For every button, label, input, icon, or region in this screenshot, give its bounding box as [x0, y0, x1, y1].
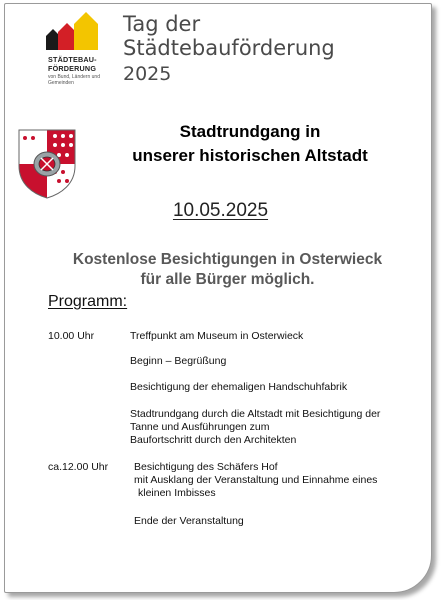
brand-line1: Tag der — [123, 12, 201, 36]
logo-caption-line2: FÖRDERUNG — [48, 63, 97, 73]
program-text: Stadtrundgang durch die Altstadt mit Besichtigung der — [130, 408, 381, 420]
program-time: ca.12.00 Uhr — [48, 461, 109, 473]
event-intro — [30, 250, 425, 290]
brand-year: 2025 — [123, 63, 172, 85]
program-text: Besichtigung des Schäfers Hof — [134, 461, 278, 473]
intro-line2: für alle Bürger möglich. — [140, 271, 315, 288]
program-text: Treffpunkt am Museum in Osterwieck — [130, 330, 304, 342]
program-text: Ende der Veranstaltung — [134, 515, 244, 527]
event-brand — [123, 12, 335, 86]
logo-house-red — [58, 23, 76, 50]
program-text: Tanne und Ausführungen zum — [130, 421, 270, 433]
coat-of-arms-icon — [17, 128, 77, 200]
program-text: Baufortschritt durch den Architekten — [130, 434, 297, 446]
title-line1: Stadtrundgang in — [179, 122, 321, 141]
logo-house-black — [46, 29, 60, 50]
poster-title — [80, 120, 420, 168]
program-text: kleinen Imbisses — [138, 487, 216, 499]
event-date: 10.05.2025 — [172, 200, 269, 221]
title-line2: unserer historischen Altstadt — [132, 146, 368, 165]
program-text: Besichtigung der ehemaligen Handschuhfabrik — [130, 381, 348, 393]
logo-caption — [48, 56, 118, 73]
logo-house-yellow — [74, 12, 98, 50]
program-text: mit Ausklang der Veranstaltung und Einnahme eines — [134, 474, 378, 486]
program-time: 10.00 Uhr — [48, 330, 95, 342]
brand-line2: Städtebauförderung — [123, 36, 335, 60]
program-heading: Programm: — [48, 293, 128, 310]
program-text: Beginn – Begrüßung — [130, 355, 227, 367]
logo-caption-line1: STÄDTEBAU- — [48, 55, 97, 64]
logo-subcaption: von Bund, Ländern und Gemeinden — [48, 74, 100, 86]
intro-line1: Kostenlose Besichtigungen in Osterwieck — [72, 251, 383, 268]
